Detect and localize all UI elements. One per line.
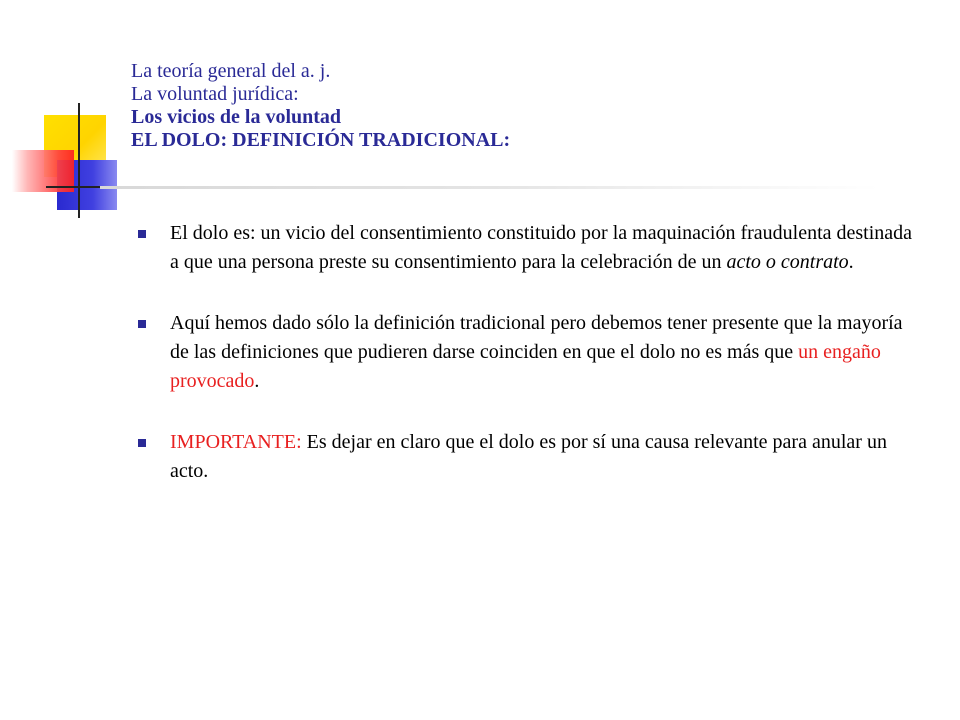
title-line-2: La voluntad jurídica: (131, 83, 299, 105)
square-bullet-icon (138, 320, 146, 328)
title-divider (100, 186, 880, 189)
bullet-2-highlight-text: un engaño provocado (170, 341, 881, 392)
slide-title (131, 60, 911, 152)
bullet-item-3 (134, 428, 914, 486)
title-line-1: La teoría general del a. j. (131, 60, 331, 82)
bullet-item-1 (134, 219, 914, 277)
bullet-2-text: Aquí hemos dado sólo la definición tradicional pero debemos tener presente que la mayoría de las definiciones que pudieren darse coinciden en que el dolo no es más que (170, 312, 903, 363)
square-bullet-icon (138, 230, 146, 238)
bullet-3-text: Es dejar en claro que el dolo es por sí una causa relevante para anular un acto. (170, 431, 887, 482)
bullet-1-text-end: . (848, 251, 854, 273)
bullet-list (134, 219, 914, 518)
title-line-4: EL DOLO: DEFINICIÓN TRADICIONAL: (131, 129, 511, 151)
bullet-1-italic-text: acto o contrato (726, 251, 849, 273)
title-line-3: Los vicios de la voluntad (131, 106, 342, 128)
vertical-line (78, 103, 80, 218)
decorative-squares-logo (0, 0, 140, 230)
bullet-3-highlight-text: IMPORTANTE: (170, 431, 302, 453)
bullet-item-2 (134, 309, 914, 396)
bullet-1-text: El dolo es: un vicio del consentimiento constituido por la maquinación fraudulenta destinada a que una persona preste su consentimiento para la celebración de un (170, 222, 913, 273)
bullet-2-text-end: . (254, 370, 260, 392)
square-bullet-icon (138, 439, 146, 447)
